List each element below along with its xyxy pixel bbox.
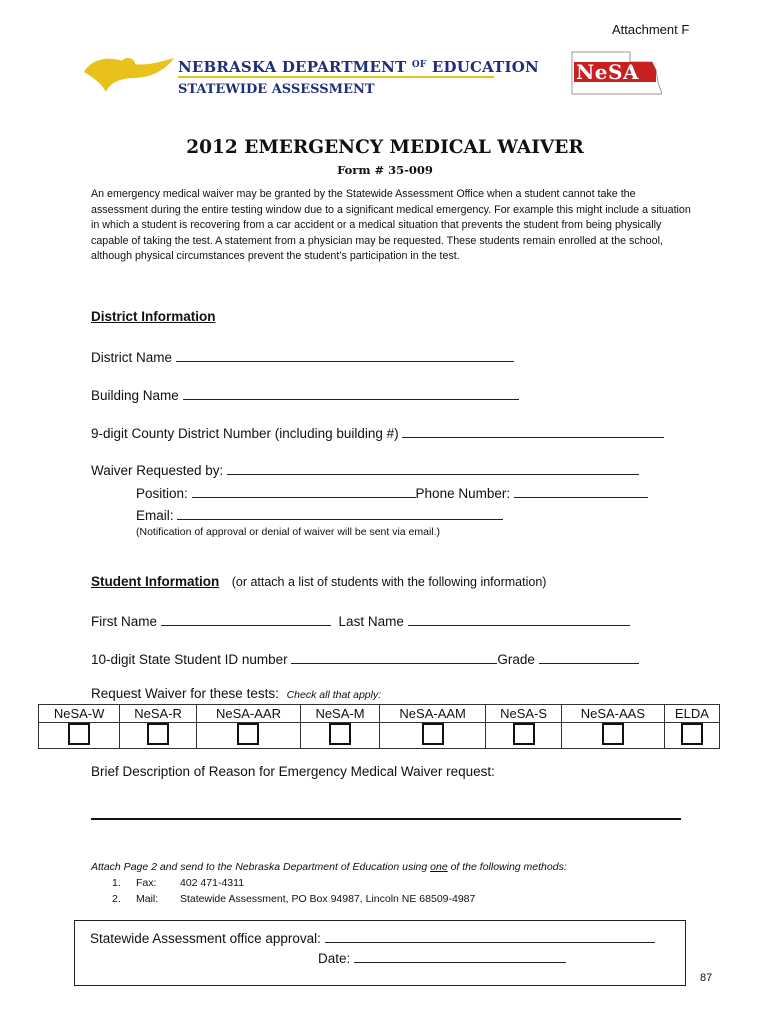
first-name-field[interactable] (161, 610, 331, 626)
checkbox-nesa-aas[interactable] (602, 723, 624, 745)
county-number-row (91, 422, 664, 441)
test-label-nesa-aam: NeSA-AAM (380, 705, 486, 723)
waiver-requested-row (91, 459, 639, 478)
waiver-requested-field[interactable] (227, 459, 639, 475)
phone-label: Phone Number: (415, 486, 511, 501)
building-name-label: Building Name (91, 388, 179, 403)
statewide-assessment-label: STATEWIDE ASSESSMENT (178, 82, 375, 97)
checkbox-cell (486, 723, 562, 749)
district-name-label: District Name (91, 350, 173, 365)
test-label-nesa-aar: NeSA-AAR (196, 705, 300, 723)
attach-pre: Attach Page 2 and send to the Nebraska Department of Education using (91, 861, 431, 873)
attach-instructions (91, 861, 567, 873)
building-name-row (91, 384, 519, 403)
last-name-field[interactable] (408, 610, 630, 626)
last-name-label: Last Name (338, 614, 404, 629)
checkbox-cell (39, 723, 120, 749)
page-title: 2012 EMERGENCY MEDICAL WAIVER (186, 137, 584, 158)
student-info-header (91, 573, 546, 591)
checkbox-nesa-aar[interactable] (237, 723, 259, 745)
test-label-nesa-w: NeSA-W (39, 705, 120, 723)
state-id-field[interactable] (291, 648, 497, 664)
dept-of: OF (411, 60, 427, 70)
checkbox-cell (561, 723, 664, 749)
date-row (318, 947, 566, 966)
student-id-row (91, 648, 639, 667)
fax-label: Fax: (136, 877, 157, 889)
mail-row (112, 893, 475, 905)
approval-box (74, 920, 686, 986)
district-name-field[interactable] (176, 346, 514, 362)
dept-name: NEBRASKA DEPARTMENT (178, 58, 407, 76)
intro-paragraph: An emergency medical waiver may be granted by the Statewide Assessment Office when a student cannot take the assessment during the entire testing window due to a significant medical emergency. For example this might include a situation in which a student is recovering from a car accident or a medical situation that prevents the student from being physically capable of taking the test. A statement from a physician may be requested. These students remain enrolled at the school, although physical circumstances prevent the student’s participation in the test. (91, 188, 691, 263)
position-field[interactable] (192, 482, 416, 498)
attach-one: one (430, 861, 448, 873)
dept-education: EDUCATION (431, 58, 539, 76)
checkbox-cell (664, 723, 719, 749)
phone-field[interactable] (514, 482, 648, 498)
approval-label: Statewide Assessment office approval: (90, 931, 321, 946)
fax-value: 402 471-4311 (180, 877, 245, 889)
checkbox-nesa-r[interactable] (147, 723, 169, 745)
checkbox-nesa-w[interactable] (68, 723, 90, 745)
approval-field[interactable] (325, 927, 655, 943)
test-label-nesa-m: NeSA-M (301, 705, 380, 723)
checkbox-cell (196, 723, 300, 749)
district-info-heading: District Information (91, 309, 216, 324)
tests-header-row (39, 705, 720, 723)
nesa-logo (566, 48, 662, 102)
test-label-nesa-aas: NeSA-AAS (561, 705, 664, 723)
student-info-note: (or attach a list of students with the following information) (231, 575, 547, 589)
approval-row (90, 927, 655, 946)
email-row (136, 504, 503, 523)
student-name-row (91, 610, 630, 629)
district-name-row (91, 346, 514, 365)
checkbox-cell (120, 723, 197, 749)
position-row (136, 482, 648, 501)
checkbox-nesa-s[interactable] (513, 723, 535, 745)
email-note: (Notification of approval or denial of waiver will be sent via email.) (136, 526, 441, 538)
email-field[interactable] (177, 504, 503, 520)
state-id-label: 10-digit State Student ID number (91, 652, 288, 667)
mail-value: Statewide Assessment, PO Box 94987, Lincoln NE 68509-4987 (180, 893, 476, 905)
form-number: Form # 35-009 (337, 163, 433, 177)
request-waiver-label: Request Waiver for these tests: (91, 686, 279, 701)
position-label: Position: (136, 486, 188, 501)
checkbox-nesa-aam[interactable] (422, 723, 444, 745)
checkbox-cell (380, 723, 486, 749)
student-info-heading: Student Information (91, 574, 220, 589)
grade-label: Grade (497, 652, 535, 667)
tests-table (38, 704, 720, 749)
reason-field[interactable] (91, 818, 681, 820)
date-field[interactable] (354, 947, 566, 963)
county-number-label: 9-digit County District Number (including building #) (91, 426, 399, 441)
first-name-label: First Name (91, 614, 158, 629)
checkbox-cell (301, 723, 380, 749)
grade-field[interactable] (539, 648, 639, 664)
logo-rule (178, 76, 494, 78)
email-label: Email: (136, 508, 174, 523)
check-all-label: Check all that apply: (286, 689, 382, 701)
mail-num: 2. (112, 893, 121, 905)
checkbox-elda[interactable] (681, 723, 703, 745)
attachment-label: Attachment F (612, 22, 690, 37)
reason-label: Brief Description of Reason for Emergency Medical Waiver request: (91, 764, 495, 779)
mail-label: Mail: (136, 893, 159, 905)
nebraska-swoosh-icon (80, 52, 180, 98)
nde-logo (80, 52, 539, 102)
waiver-requested-label: Waiver Requested by: (91, 463, 224, 478)
test-label-elda: ELDA (664, 705, 719, 723)
attach-post: of the following methods: (447, 861, 567, 873)
county-number-field[interactable] (402, 422, 664, 438)
request-waiver-row (91, 686, 381, 701)
fax-num: 1. (112, 877, 121, 889)
test-label-nesa-s: NeSA-S (486, 705, 562, 723)
fax-row (112, 877, 244, 889)
date-label: Date: (318, 951, 351, 966)
test-label-nesa-r: NeSA-R (120, 705, 197, 723)
checkbox-nesa-m[interactable] (329, 723, 351, 745)
tests-checkbox-row (39, 723, 720, 749)
page-number: 87 (700, 972, 713, 984)
nesa-logo-text: NeSA (576, 60, 639, 84)
building-name-field[interactable] (183, 384, 519, 400)
